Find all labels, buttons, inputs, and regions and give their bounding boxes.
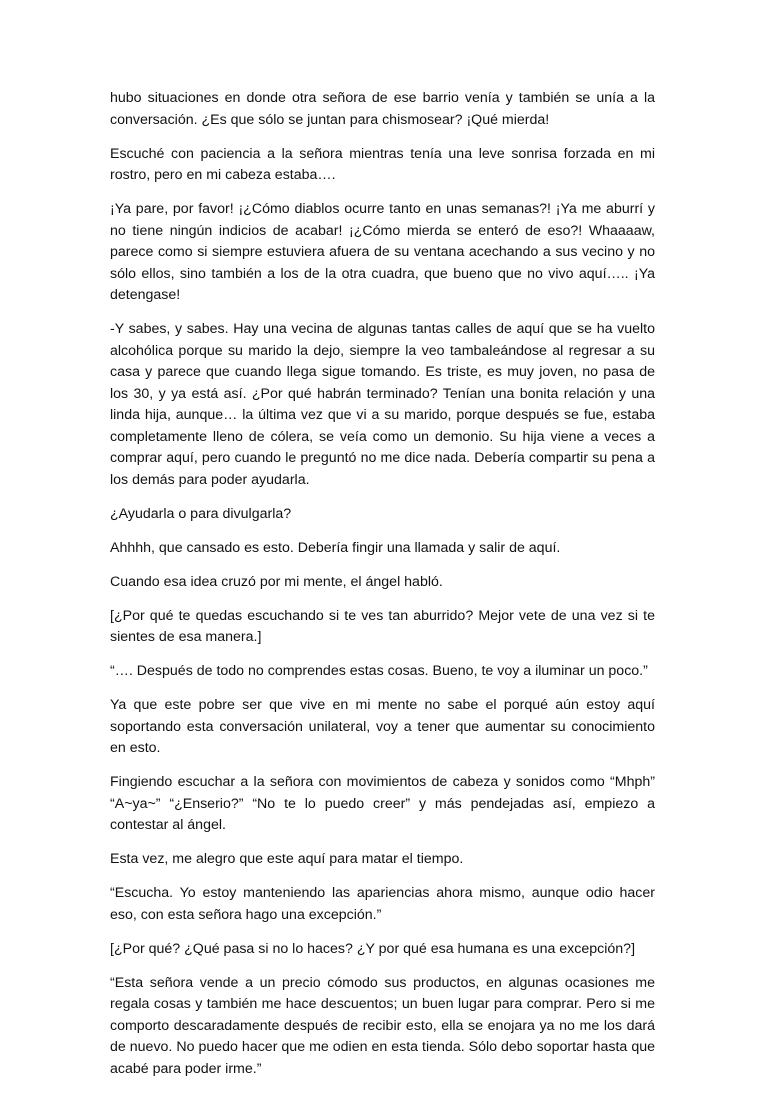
paragraph-10: Ya que este pobre ser que vive en mi mente no sabe el porqué aún estoy aquí soportando esta conversación unilateral, voy a tener que aumentar su conocimiento en esto. [110,697,655,756]
paragraph-14: [¿Por qué? ¿Qué pasa si no lo haces? ¿Y por qué esa humana es una excepción?] [110,940,636,957]
paragraph-6: Ahhhh, que cansado es esto. Debería fingir una llamada y salir de aquí. [110,539,561,556]
paragraph-4: -Y sabes, y sabes. Hay una vecina de algunas tantas calles de aquí que se ha vuelto alcohólica porque su marido la dejo, siempre la veo tambaleándose al regresar a su casa y parece que cuando llega sigue tomando. Es triste, es muy joven, no pasa de los 30, y ya está así. ¿Por qué habrán terminado? Tenían una bonita relación y una linda hija, aunque… la última vez que vi a su marido, porque después se fue, estaba completamente lleno de cólera, se veía como un demonio. Su hija viene a veces a comprar aquí, pero cuando le preguntó no me dice nada. Debería compartir su pena a los demás para poder ayudarla. [110,321,655,488]
paragraph-2: Escuché con paciencia a la señora mientras tenía una leve sonrisa forzada en mi rostro, pero en mi cabeza estaba…. [110,145,655,183]
paragraph-3: ¡Ya pare, por favor! ¡¿Cómo diablos ocurre tanto en unas semanas?! ¡Ya me aburrí y no tiene ningún indicios de acabar! ¡¿Cómo mierda se enteró de eso?! Whaaaaw, parece como si siempre estuviera afuera de su ventana acechando a sus vecino y no sólo ellos, sino también a los de la otra cuadra, que bueno que no vivo aquí….. ¡Ya detengase! [110,201,655,303]
paragraph-12: Esta vez, me alegro que este aquí para matar el tiempo. [110,851,464,867]
paragraph-13: “Escucha. Yo estoy manteniendo las apariencias ahora mismo, aunque odio hacer eso, con esta señora hago una excepción.” [110,885,655,923]
paragraph-8: [¿Por qué te quedas escuchando si te ves tan aburrido? Mejor vete de una vez si te sientes de esa manera.] [110,607,655,645]
paragraph-1: hubo situaciones en donde otra señora de ese barrio venía y también se unía a la conversación. ¿Es que sólo se juntan para chismosear? ¡Qué mierda! [110,90,655,128]
paragraph-11: Fingiendo escuchar a la señora con movimientos de cabeza y sonidos como “Mhph” “A~ya~” “¿Enserio?” “No te lo puedo creer” y más pendejadas así, empiezo a contestar al ángel. [110,774,655,833]
paragraph-5: ¿Ayudarla o para divulgarla? [110,505,292,522]
paragraph-15: “Esta señora vende a un precio cómodo sus productos, en algunas ocasiones me regala cosas y también me hace descuentos; un buen lugar para comprar. Pero si me comporto descaradamente después de recibir esto, ella se enojara ya no me los dará de nuevo. No puedo hacer que me odien en esta tienda. Sólo debo soportar hasta que acabé para poder irme.” [110,974,655,1077]
paragraph-9: “…. Después de todo no comprendes estas cosas. Bueno, te voy a iluminar un poco.” [110,663,648,679]
document-body [110,88,655,1093]
paragraph-7: Cuando esa idea cruzó por mi mente, el ángel habló. [110,573,443,590]
